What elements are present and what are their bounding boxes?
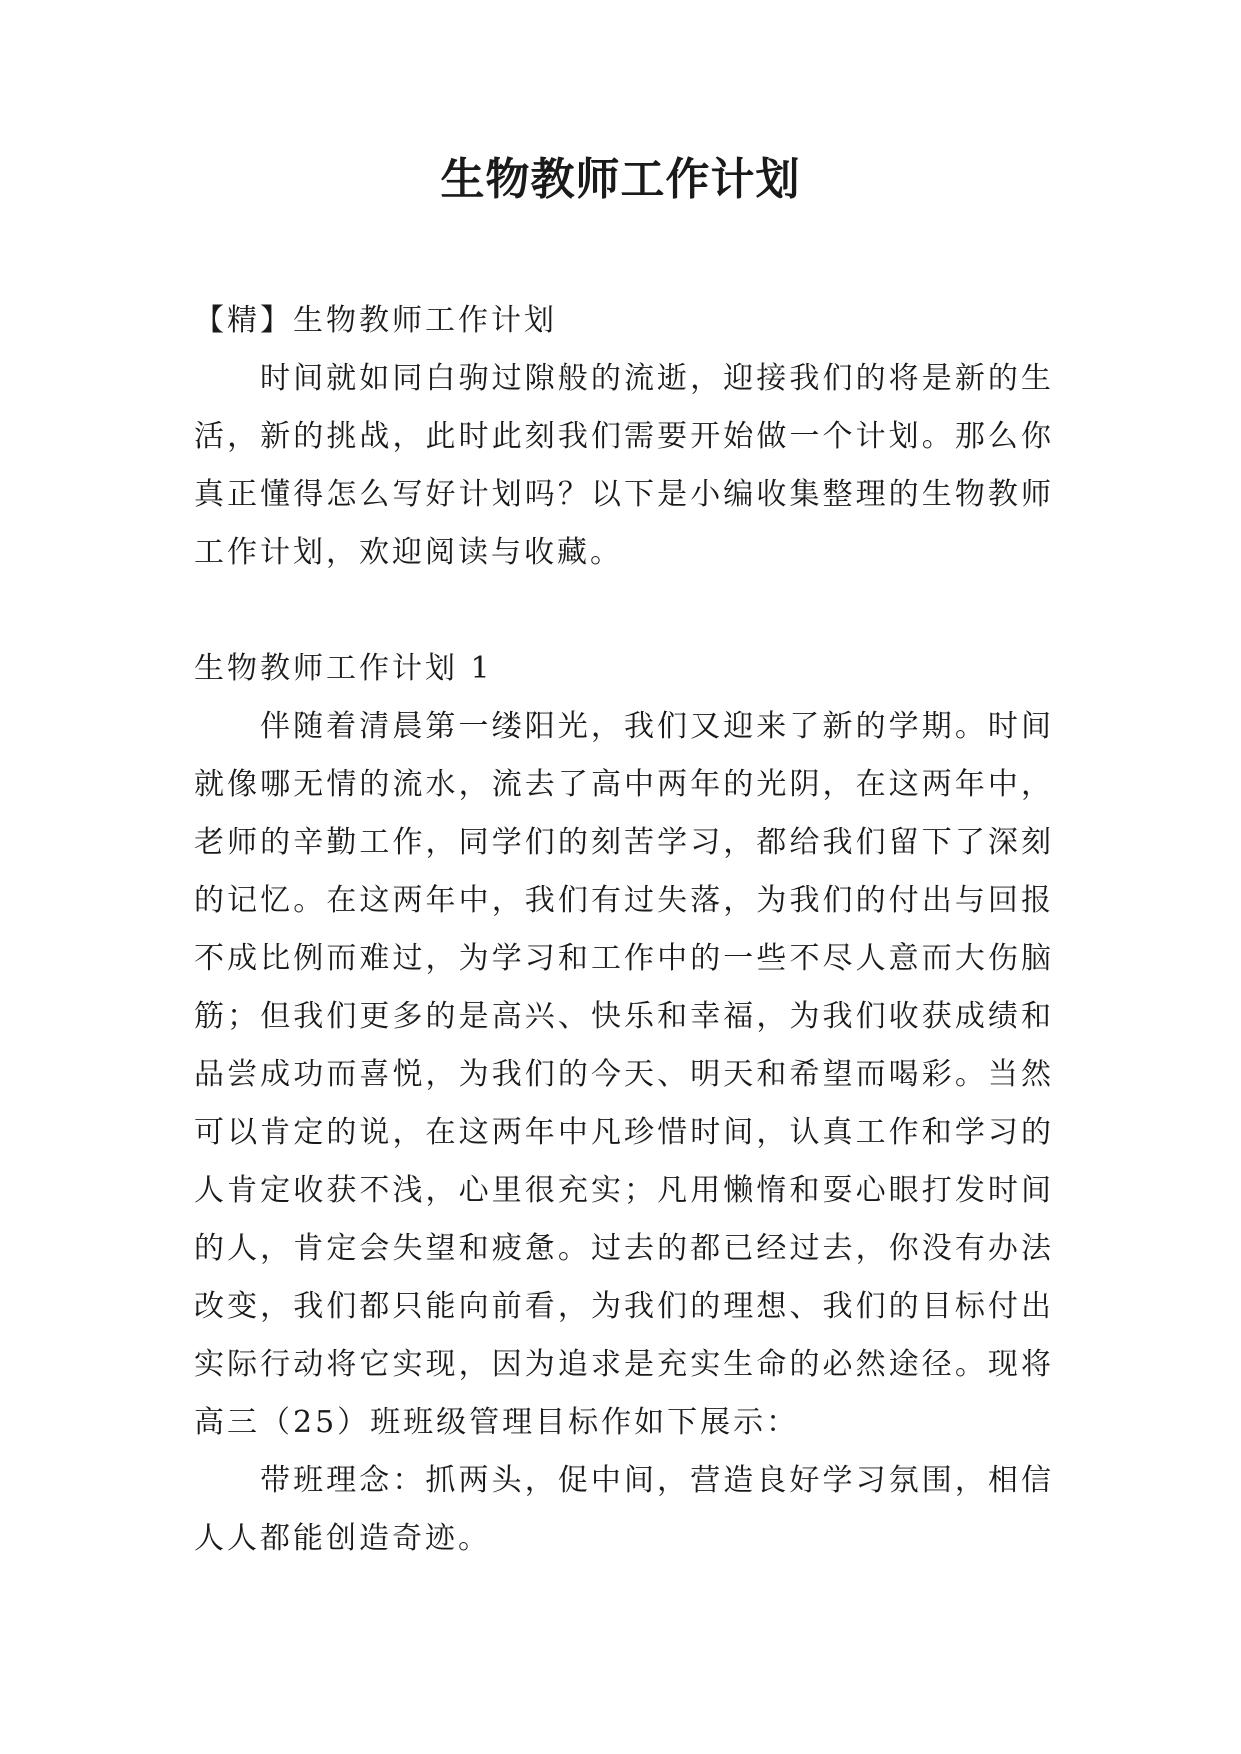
document-title: 生物教师工作计划 bbox=[440, 154, 801, 205]
body-paragraph: 带班理念：抓两头，促中间，营造良好学习氛围，相信人人都能创造奇迹。 bbox=[194, 1463, 1054, 1556]
section-heading: 生物教师工作计划 1 bbox=[194, 651, 493, 686]
document-subtitle: 【精】生物教师工作计划 bbox=[194, 303, 557, 338]
body-paragraph: 伴随着清晨第一缕阳光，我们又迎来了新的学期。时间就像哪无情的流水，流去了高中两年的光阴，在这两年中，老师的辛勤工作，同学们的刻苦学习，都给我们留下了深刻的记忆。在这两年中，我们有过失落，为我们的付出与回报不成比例而难过，为学习和工作中的一些不尽人意而大伤脑筋；但我们更多的是高兴、快乐和幸福，为我们收获成绩和品尝成功而喜悦，为我们的今天、明天和希望而喝彩。当然可以肯定的说，在这两年中凡珍惜时间，认真工作和学习的人肯定收获不浅，心里很充实；凡用懒惰和耍心眼打发时间的人，肯定会失望和疲惫。过去的都已经过去，你没有办法改变，我们都只能向前看，为我们的理想、我们的目标付出实际行动将它实现，因为追求是充实生命的必然途径。现将高三（25）班班级管理目标作如下展示： bbox=[194, 709, 1054, 1440]
paragraph-spacer bbox=[194, 582, 1054, 640]
intro-paragraph: 时间就如同白驹过隙般的流逝，迎接我们的将是新的生活，新的挑战，此时此刻我们需要开始做一个计划。那么你真正懂得怎么写好计划吗？以下是小编收集整理的生物教师工作计划，欢迎阅读与收藏。 bbox=[194, 361, 1054, 570]
document-body bbox=[194, 292, 1054, 1568]
